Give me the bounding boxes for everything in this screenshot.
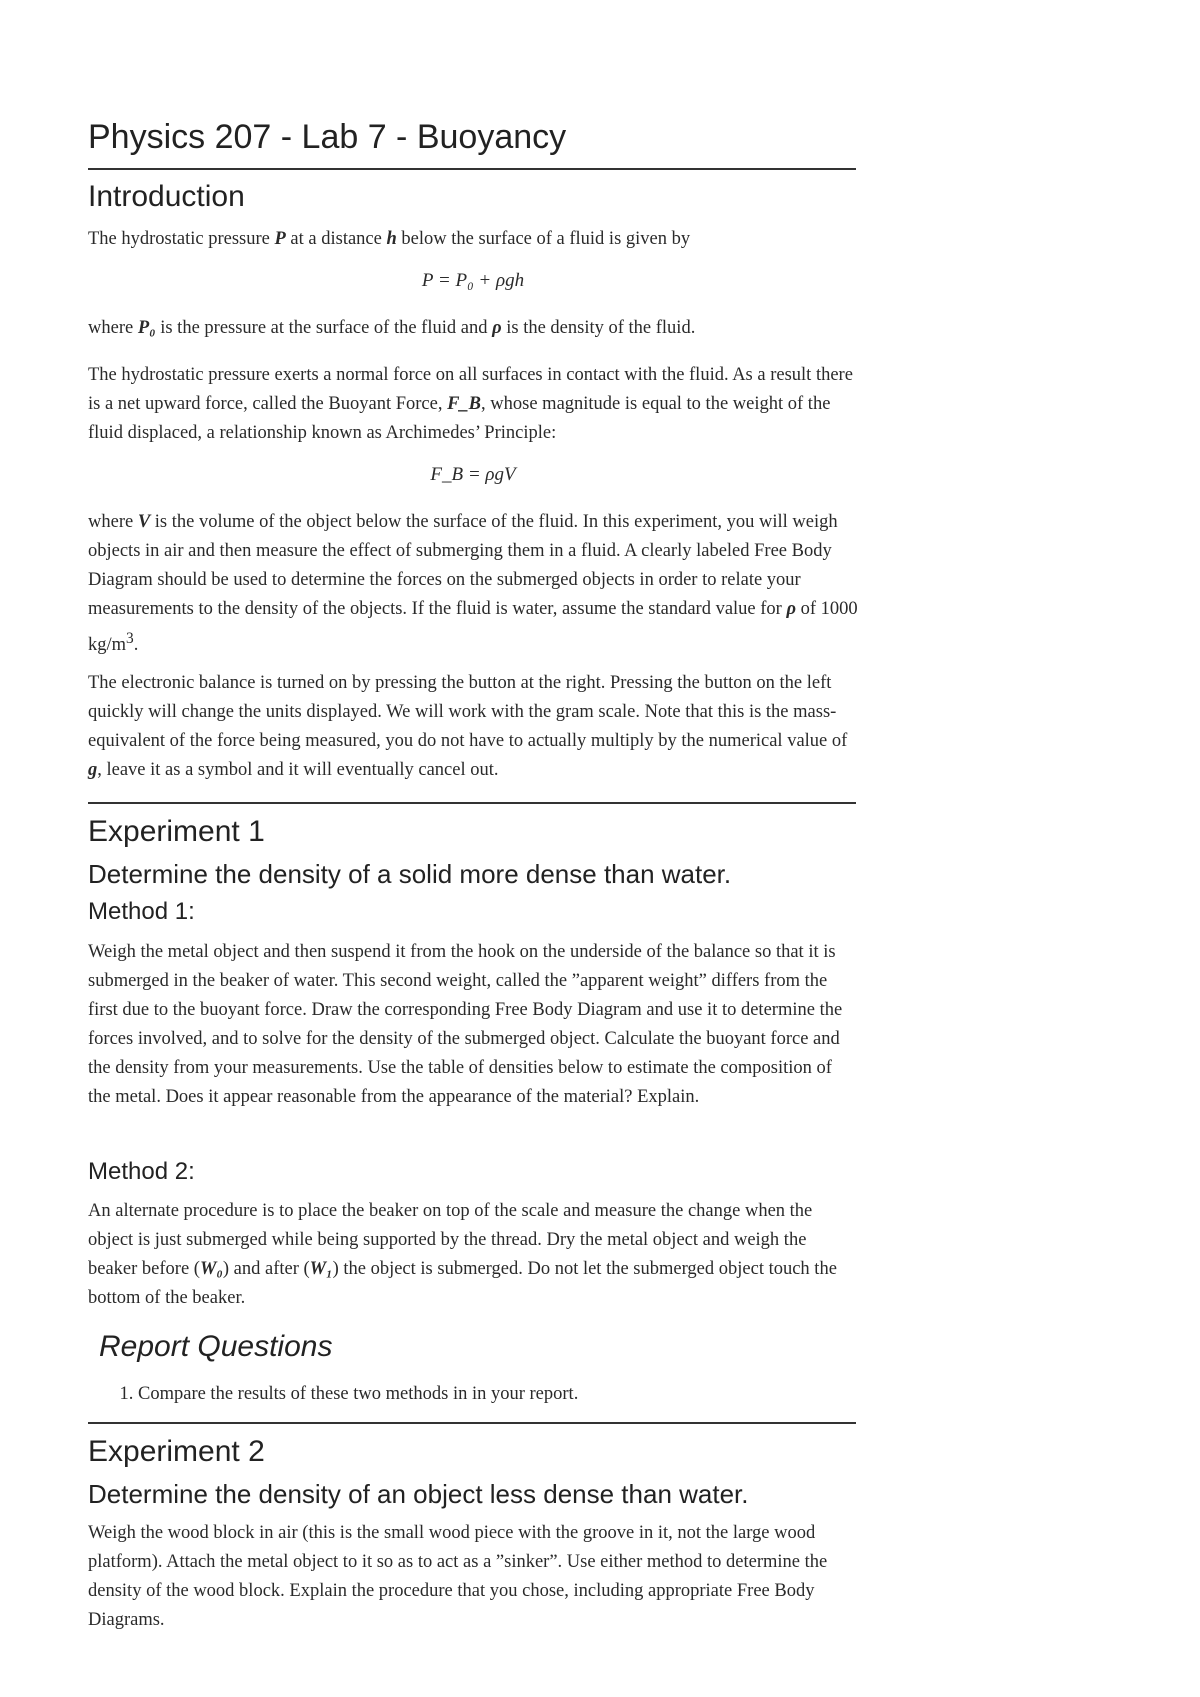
experiment-1-subheading: Determine the density of a solid more dense than water. [88,859,732,889]
intro-paragraph-3: The hydrostatic pressure exerts a normal force on all surfaces in contact with the fluid. As a result there is a net upward force, called the Buoyant Force, F_B, whose magnitude is equal to the weight of the fluid displaced, a relationship known as Archimedes’ Principle: [88,365,853,443]
intro-heading: Introduction [88,180,245,213]
experiment-2-text: Weigh the wood block in air (this is the small wood piece with the groove in it, not the large wood platform). Attach the metal object to it so as to act as a ”sinker”. Use either method to determine the density of the wood block. Explain the procedure that you chose, including appropriate Free Body Diagrams. [88,1523,828,1630]
math-W1: W₁ [309,1259,333,1279]
math-FB: F_B [447,394,482,414]
intro-paragraph-1: The hydrostatic pressure P at a distance h below the surface of a fluid is given by [88,229,691,249]
divider [88,1422,856,1424]
equation-pressure: P = P₀ + ρgh [421,270,525,291]
math-rho: ρ [492,318,502,338]
list-item: 1. Compare the results of these two methods in in your report. [138,1380,578,1409]
divider [88,168,856,170]
equation-buoyant-force: F_B = ρgV [430,464,516,485]
intro-paragraph-4: where V is the volume of the object below the surface of the fluid. In this experiment, you will weigh objects in air and then measure the effect of submerging them in a fluid. A clearly labeled Free Body Diagram should be used to determine the forces on the submerged objects in order to relate your measurements to the density of the objects. If the fluid is water, assume the standard value for ρ of 1000 $kg/m^3$. [88,512,858,656]
method-1-text: Weigh the metal object and then suspend it from the hook on the underside of the balance so that it is submerged in the beaker of water. This second weight, called the ”apparent weight” differs from the first due to the buoyant force. Draw the corresponding Free Body Diagram and use it to determine the forces involved, and to solve for the density of the submerged object. Calculate the buoyant force and the density from your measurements. Use the table of densities below to estimate the composition of the metal. Does it appear reasonable from the appearance of the material? Explain. [88,942,843,1107]
experiment-2-subheading: Determine the density of an object less dense than water. [88,1479,749,1509]
method-2-text: An alternate procedure is to place the beaker on top of the scale and measure the change when the object is just submerged while being supported by the thread. Dry the metal object and weigh the beaker before (W₀) and after (W₁) the object is submerged. Do not let the submerged object touch the bottom of the beaker. [88,1201,837,1308]
math-g: g [88,760,98,780]
math-V: V [137,512,151,532]
intro-paragraph-5: The electronic balance is turned on by pressing the button at the right. Pressing the button on the left quickly will change the units displayed. We will work with the gram scale. Note that this is the mass-equivalent of the force being measured, you do not have to actually multiply by the numerical value of g, leave it as a symbol and it will eventually cancel out. [88,673,848,780]
divider [88,802,856,804]
math-P: P [274,229,286,249]
page-title: Physics 207 - Lab 7 - Buoyancy [88,118,567,156]
method-2-heading: Method 2: [88,1158,195,1185]
math-P0: P₀ [137,318,156,338]
report-questions-list [88,1380,578,1409]
experiment-1-heading: Experiment 1 [88,815,265,848]
experiment-2-heading: Experiment 2 [88,1435,265,1468]
math-rho-2: ρ [786,599,796,619]
math-h: h [386,229,397,249]
math-W0: W₀ [199,1259,223,1279]
report-questions-heading: Report Questions [99,1330,333,1363]
intro-paragraph-2: where P₀ is the pressure at the surface of the fluid and ρ is the density of the fluid. [88,318,696,338]
method-1-heading: Method 1: [88,898,195,925]
